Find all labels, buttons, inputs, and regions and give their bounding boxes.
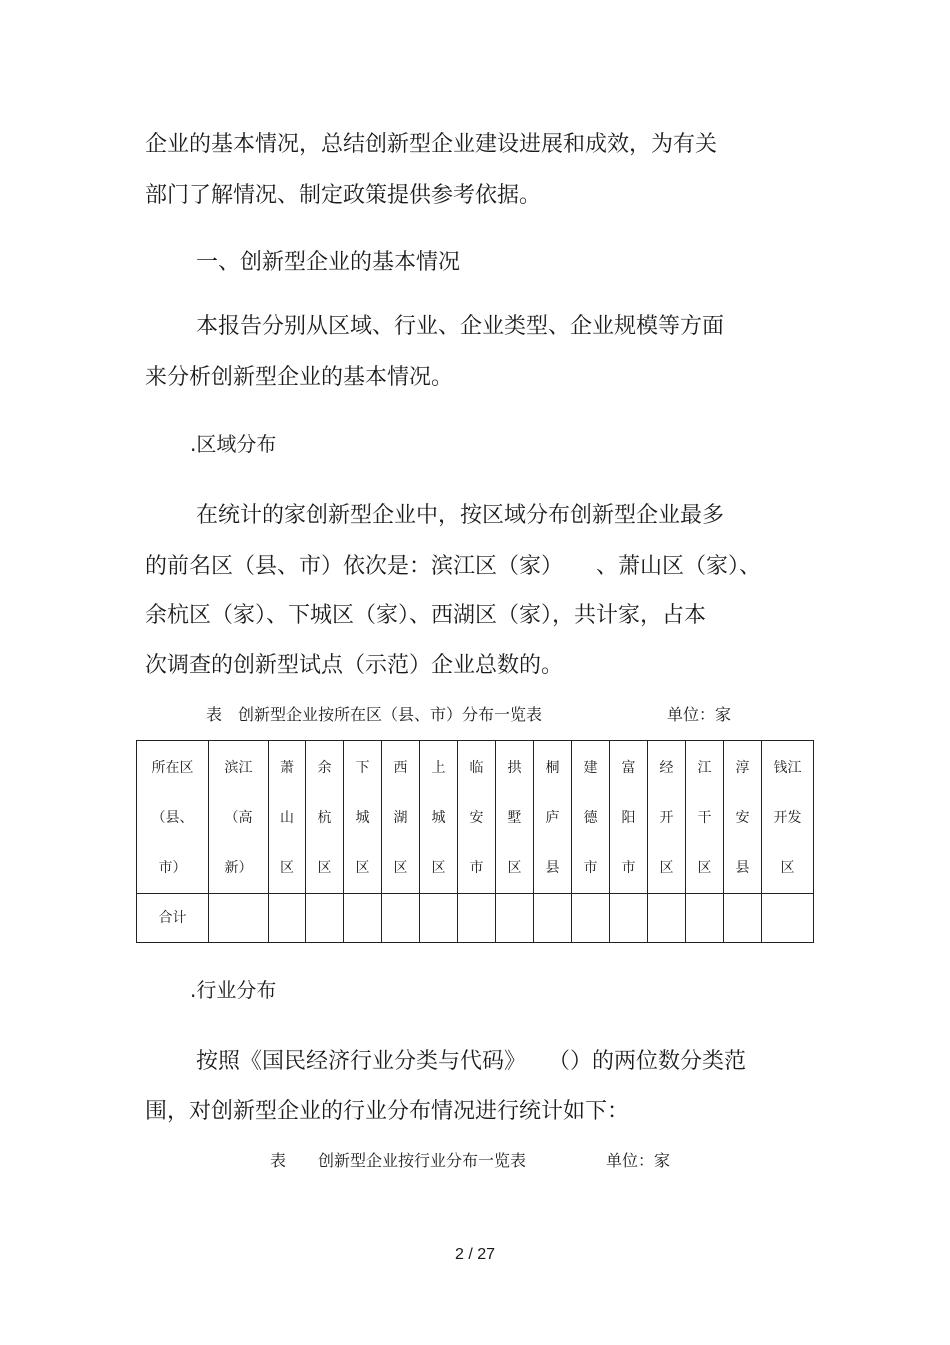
- header-cell-text: 滨江: [224, 760, 253, 776]
- header-cell-text: 萧: [280, 760, 294, 776]
- header-cell: [137, 741, 209, 894]
- header-cell-text: （县、: [151, 810, 194, 826]
- header-cell: [420, 741, 458, 894]
- header-cell-text: 区: [355, 860, 370, 876]
- table-caption: 表 创新型企业按行业分布一览表: [270, 1151, 527, 1170]
- header-cell-text: 德: [583, 810, 598, 826]
- paragraph-line: 按照《国民经济行业分类与代码》 （）的两位数分类范: [196, 1049, 747, 1074]
- total-value-cell: [269, 894, 306, 943]
- header-cell-text: 拱: [507, 760, 522, 776]
- header-cell: [382, 741, 420, 894]
- total-value-cell: [420, 894, 458, 943]
- header-cell-text: 下: [355, 760, 370, 776]
- header-cell: [610, 741, 648, 894]
- header-cell-text: 干: [697, 810, 712, 826]
- total-value-cell: [534, 894, 572, 943]
- region-distribution-table: [136, 740, 814, 943]
- header-cell-text: 湖: [393, 810, 408, 826]
- paragraph-line: 的前名区（县、市）依次是：滨江区（家） 、萧山区（家）、: [145, 554, 762, 579]
- header-cell-text: 杭: [317, 810, 332, 826]
- total-value-cell: [458, 894, 496, 943]
- header-cell-text: 阳: [621, 810, 636, 826]
- header-cell-text: 县: [545, 860, 560, 876]
- header-cell: [344, 741, 382, 894]
- header-cell-text: 市）: [158, 860, 187, 876]
- total-value-cell: [724, 894, 762, 943]
- total-value-cell: [382, 894, 420, 943]
- header-cell-text: （高: [224, 810, 253, 826]
- paragraph-line: 本报告分别从区域、行业、企业类型、企业规模等方面: [196, 314, 725, 339]
- paragraph-line: 企业的基本情况，总结创新型企业建设进展和成效，为有关: [145, 132, 718, 157]
- paragraph-line: 部门了解情况、制定政策提供参考依据。: [145, 183, 542, 208]
- header-cell-text: 桐: [545, 760, 560, 776]
- header-cell-text: 安: [735, 810, 750, 826]
- paragraph-line: 在统计的家创新型企业中，按区域分布创新型企业最多: [196, 503, 725, 528]
- header-cell-text: 西: [393, 760, 408, 776]
- header-cell-text: 开发: [773, 810, 802, 826]
- total-value-cell: [496, 894, 534, 943]
- total-value-cell: [572, 894, 610, 943]
- header-cell: [572, 741, 610, 894]
- header-cell-text: 钱江: [773, 760, 802, 776]
- header-cell-text: 建: [583, 760, 598, 776]
- subsection-heading: .区域分布: [190, 432, 277, 456]
- header-cell: [496, 741, 534, 894]
- total-label-cell: 合计: [137, 894, 209, 943]
- header-cell-text: 安: [469, 810, 484, 826]
- total-value-cell: [686, 894, 724, 943]
- header-cell-text: 淳: [735, 760, 750, 776]
- total-value-cell: [648, 894, 686, 943]
- table-header-row: [137, 741, 814, 894]
- total-value-cell: [762, 894, 814, 943]
- header-cell-text: 山: [280, 810, 294, 826]
- total-value-cell: [306, 894, 344, 943]
- header-cell: [762, 741, 814, 894]
- header-cell-text: 市: [583, 860, 598, 876]
- header-cell-text: 城: [431, 810, 446, 826]
- header-cell-text: 市: [621, 860, 636, 876]
- header-cell-text: 所在区: [151, 760, 194, 776]
- header-cell: [269, 741, 306, 894]
- header-cell-text: 上: [431, 760, 446, 776]
- total-value-cell: [344, 894, 382, 943]
- header-cell: [534, 741, 572, 894]
- header-cell-text: 区: [697, 860, 712, 876]
- header-cell-text: 庐: [545, 810, 560, 826]
- paragraph-line: 围，对创新型企业的行业分布情况进行统计如下：: [145, 1099, 630, 1124]
- header-cell-text: 区: [780, 860, 795, 876]
- paragraph-line: 来分析创新型企业的基本情况。: [145, 365, 454, 390]
- header-cell-text: 区: [431, 860, 446, 876]
- header-cell-text: 区: [659, 860, 674, 876]
- header-cell-text: 区: [393, 860, 408, 876]
- header-cell: [458, 741, 496, 894]
- table-total-row: [137, 894, 814, 943]
- header-cell-text: 县: [735, 860, 750, 876]
- header-cell-text: 富: [621, 760, 636, 776]
- total-value-cell: [610, 894, 648, 943]
- subsection-heading: .行业分布: [190, 978, 277, 1002]
- header-cell-text: 墅: [507, 810, 522, 826]
- header-cell: [306, 741, 344, 894]
- header-cell-text: 临: [469, 760, 484, 776]
- header-cell-text: 开: [659, 810, 674, 826]
- section-heading: 一、创新型企业的基本情况: [196, 250, 461, 275]
- header-cell-text: 区: [507, 860, 522, 876]
- header-cell: [648, 741, 686, 894]
- header-cell-text: 江: [697, 760, 712, 776]
- header-cell: [724, 741, 762, 894]
- table-unit: 单位：家: [667, 705, 732, 724]
- table-unit: 单位：家: [606, 1151, 671, 1170]
- header-cell-text: 区: [317, 860, 332, 876]
- paragraph-line: 余杭区（家）、下城区（家）、西湖区（家），共计家，占本: [145, 603, 707, 628]
- header-cell: [209, 741, 269, 894]
- header-cell-text: 区: [280, 860, 294, 876]
- page-number: 2 / 27: [454, 1246, 496, 1263]
- header-cell-text: 城: [355, 810, 370, 826]
- header-cell-text: 新）: [224, 860, 253, 876]
- header-cell-text: 经: [659, 760, 674, 776]
- paragraph-line: 次调查的创新型试点（示范）企业总数的。: [145, 653, 564, 678]
- table-caption: 表 创新型企业按所在区（县、市）分布一览表: [206, 705, 543, 724]
- total-value-cell: [209, 894, 269, 943]
- header-cell-text: 余: [317, 760, 332, 776]
- header-cell: [686, 741, 724, 894]
- header-cell-text: 市: [469, 860, 484, 876]
